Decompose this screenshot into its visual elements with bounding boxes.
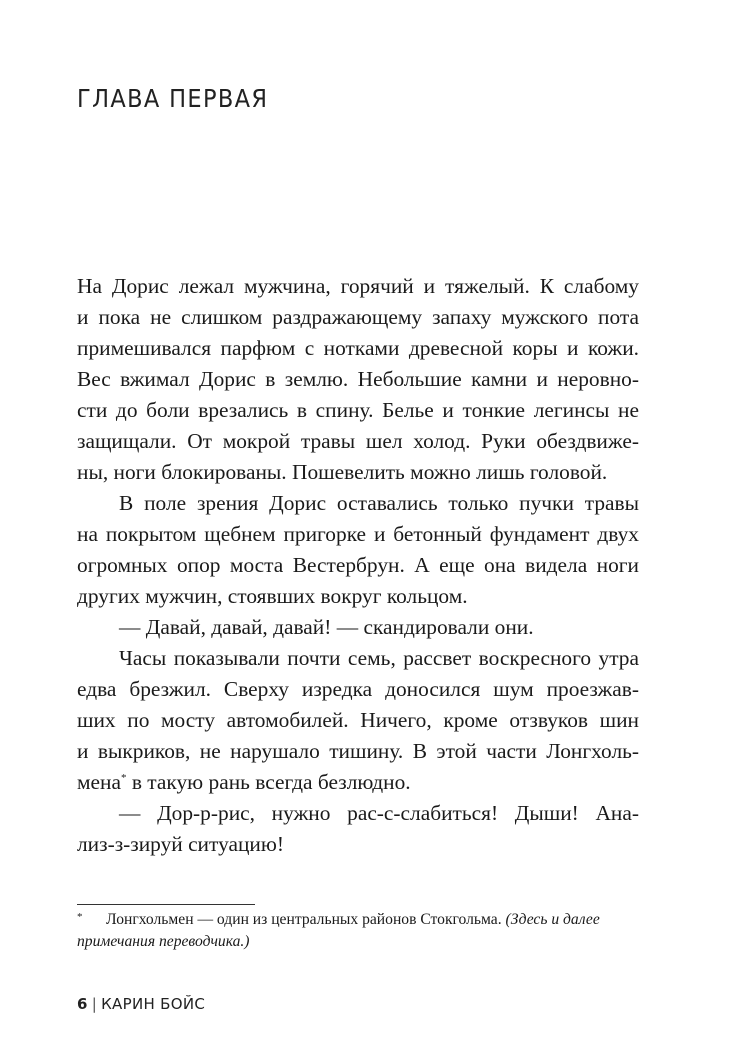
text-line: Часы показывали почти семь, рассвет воскресного утра [119, 646, 639, 670]
footnote-text: Лонгхольмен — один из центральных районов Стокгольма. [106, 911, 502, 928]
text-line: сти до боли врезались в спину. Белье и тонкие легинсы не [77, 398, 639, 422]
text-line [77, 767, 639, 798]
text-line: ны, ноги блокированы. Пошевелить можно лишь головой. [77, 460, 608, 484]
text-line: других мужчин, стоявших вокруг кольцом. [77, 584, 468, 608]
page-number: 6 [77, 995, 88, 1013]
text-line: огромных опор моста Вестербрун. А еще она видела ноги [77, 553, 639, 577]
text-line: — Давай, давай, давай! — скандировали они. [119, 615, 534, 639]
text-line: На Дорис лежал мужчина, горячий и тяжелый. К слабому [77, 274, 639, 298]
text-fragment: мена [77, 770, 121, 794]
text-line: и пока не слишком раздражающему запаху мужского пота [77, 305, 639, 329]
text-line: примешивался парфюм с нотками древесной коры и кожи. [77, 336, 639, 360]
text-line: ших по мосту автомобилей. Ничего, кроме отзвуков шин [77, 708, 639, 732]
footer-separator: | [91, 995, 98, 1013]
page-footer [77, 995, 205, 1013]
text-line: защищали. От мокрой травы шел холод. Руки обездвиже- [77, 429, 639, 453]
footnote-note: (Здесь и далее [505, 911, 600, 928]
text-line: — Дор-р-рис, нужно рас-с-слабиться! Дыши! Ана- [119, 801, 639, 825]
text-line: Вес вжимал Дорис в землю. Небольшие камни и неровно- [77, 367, 639, 391]
footnote-marker: * [120, 772, 127, 784]
text-line: и выкриков, не нарушало тишину. В этой части Лонгхоль- [77, 739, 639, 763]
chapter-title: ГЛАВА ПЕРВАЯ [77, 84, 269, 113]
text-line: на покрытом щебнем пригорке и бетонный фундамент двух [77, 522, 639, 546]
footnote-line: * Лонгхольмен — один из центральных районов Стокгольма. (Здесь и далее [77, 911, 600, 928]
text-line: В поле зрения Дорис оставались только пучки травы [119, 491, 639, 515]
text-fragment: в такую рань всегда безлюдно. [131, 770, 411, 794]
text-line: едва брезжил. Сверху изредка доносился шум проезжав- [77, 677, 639, 701]
body-text [77, 271, 639, 860]
footnote-note: примечания переводчика.) [77, 933, 250, 950]
footnote-line [77, 931, 639, 953]
footnote [77, 909, 639, 953]
footnote-divider [77, 904, 255, 905]
text-line: лиз-з-зируй ситуацию! [77, 832, 284, 856]
book-author: КАРИН БОЙС [101, 995, 206, 1013]
